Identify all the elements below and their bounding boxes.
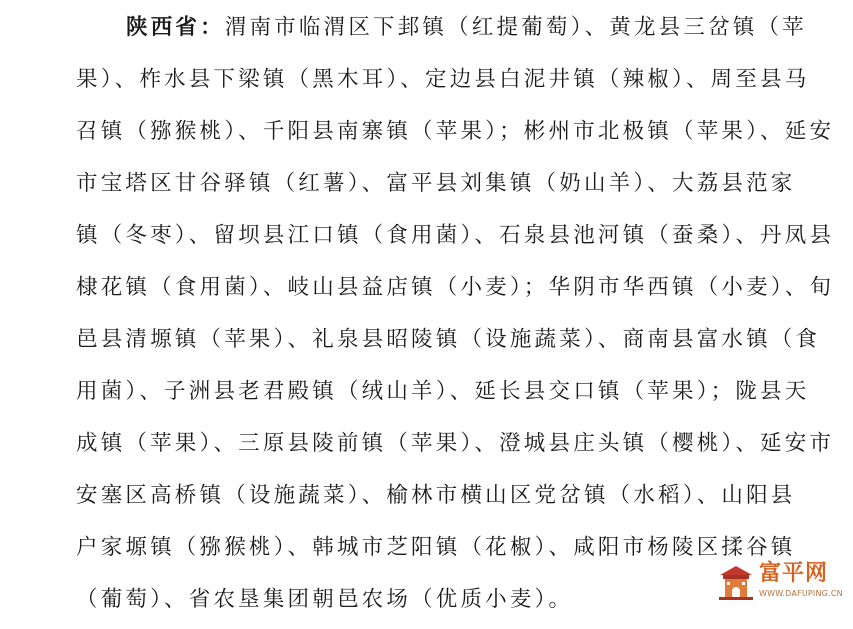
watermark-site-url: WWW.DAFUPING.CN <box>759 589 843 598</box>
province-label: 陕西省： <box>126 15 225 40</box>
text-line-8: 用菌）、子洲县老君殿镇（绒山羊）、延长县交口镇（苹果）；陇县天 <box>76 379 810 404</box>
text-line-1 <box>126 5 807 57</box>
city-gate-icon <box>717 561 755 601</box>
text-line-11: 户家塬镇（猕猴桃）、韩城市芝阳镇（花椒）、咸阳市杨陵区揉谷镇 <box>76 535 796 560</box>
text-line-12: （葡萄）、省农垦集团朝邑农场（优质小麦）。 <box>76 587 574 612</box>
text-line-5: 镇（冬枣）、留坝县江口镇（食用菌）、石泉县池河镇（蚕桑）、丹凤县 <box>76 223 835 248</box>
text-line-4: 市宝塔区甘谷驿镇（红薯）、富平县刘集镇（奶山羊）、大荔县范家 <box>76 171 796 196</box>
site-watermark <box>717 561 845 603</box>
text-line-9: 成镇（苹果）、三原县陵前镇（苹果）、澄城县庄头镇（樱桃）、延安市 <box>76 431 835 456</box>
text-line-10: 安塞区高桥镇（设施蔬菜）、榆林市横山区党岔镇（水稻）、山阳县 <box>76 483 796 508</box>
line-text: 渭南市临渭区下邽镇（红提葡萄）、黄龙县三岔镇（苹 <box>224 15 807 40</box>
text-line-2: 果）、柞水县下梁镇（黑木耳）、定边县白泥井镇（辣椒）、周至县马 <box>76 67 810 92</box>
text-line-7: 邑县清塬镇（苹果）、礼泉县昭陵镇（设施蔬菜）、商南县富水镇（食 <box>76 327 821 352</box>
text-line-6: 棣花镇（食用菌）、岐山县益店镇（小麦）；华阴市华西镇（小麦）、旬 <box>76 275 835 300</box>
text-line-3: 召镇（猕猴桃）、千阳县南寨镇（苹果）；彬州市北极镇（苹果）、延安 <box>76 119 835 144</box>
watermark-site-name: 富平网 <box>759 561 829 586</box>
